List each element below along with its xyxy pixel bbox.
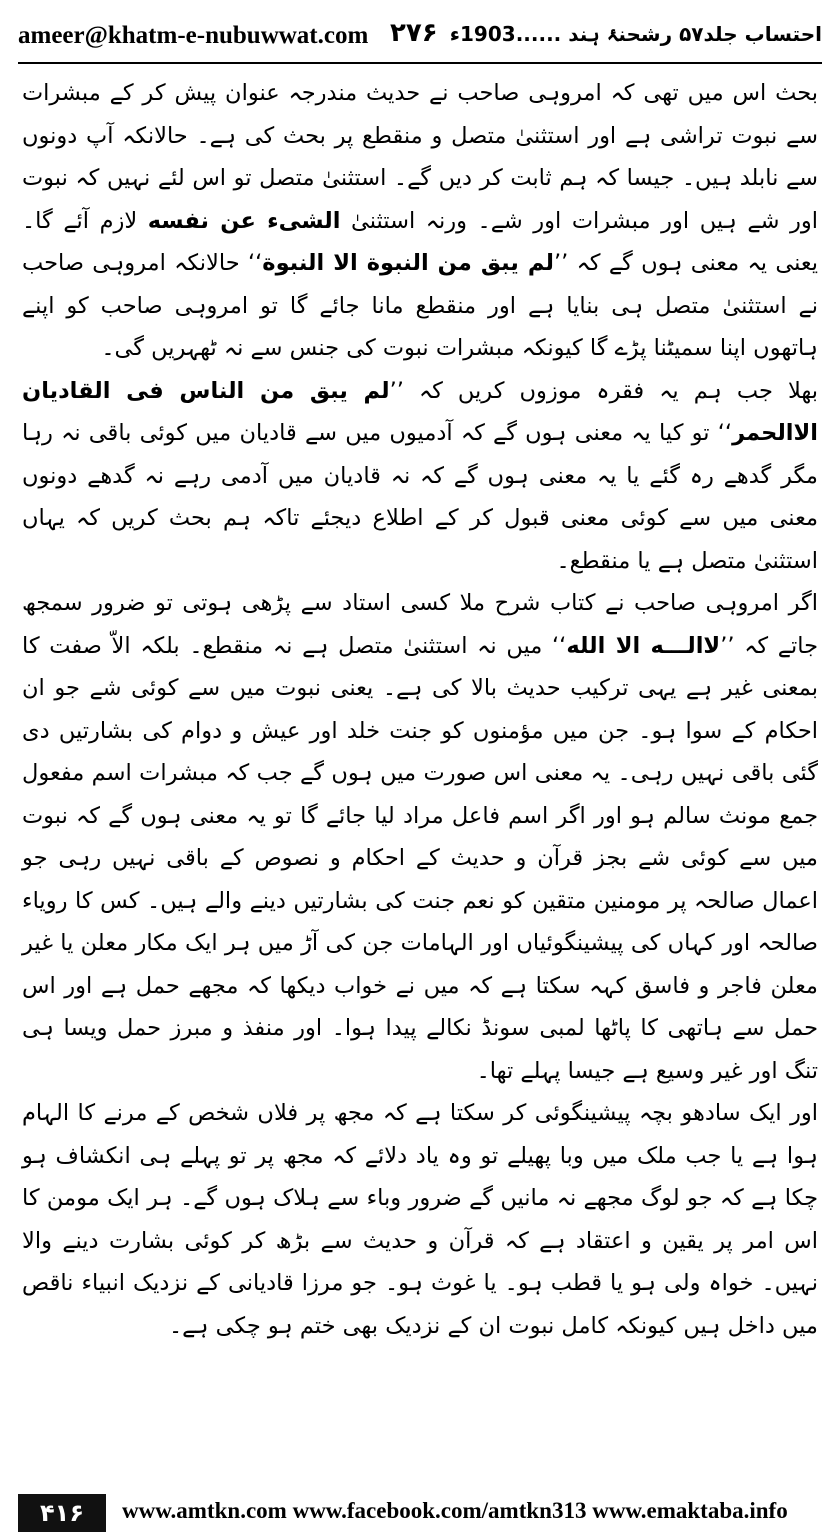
paragraph-text: لازم آئے گا۔ یعنی یہ معنی ہوں گے کہ ’’ (22, 207, 818, 276)
body-text (22, 72, 818, 1452)
paragraph (22, 370, 818, 583)
paragraph-text: اور ایک سادھو بچہ پیشینگوئی کر سکتا ہے کہ مجھ پر فلاں شخص کے مرنے کا الہام ہوا ہے یا جب ملک میں وبا پھیلے تو وہ یاد دلائے کہ مجھ پر تو پہلے ہی انکشاف ہو چکا ہے کہ جو لوگ مجھے نہ مانیں گے ضرور وباء سے ہلاک ہوں گے۔ ہر ایک مومن کا اس امر پر یقین و اعتقاد ہے کہ قرآن و حدیث سے بڑھ کر کوئی بشارت دینے والا نہیں۔ خواہ ولی ہو یا قطب ہو۔ یا غوث ہو۔ جو مرزا قادیانی کے نزدیک انبیاء ناقص میں داخل ہیں کیونکہ کامل نبوت ان کے نزدیک بھی ختم ہو چکی ہے۔ (22, 1100, 818, 1339)
paragraph (22, 582, 818, 1092)
page-header (18, 18, 822, 58)
paragraph-text: ‘‘ میں نہ استثنیٰ متصل ہے نہ منقطع۔ بلکہ الاّ صفت کا بمعنی غیر ہے یہی ترکیب حدیث بالا کی ہے۔ یعنی نبوت میں سے کوئی شے جو ان احکام کے سوا ہو۔ جن میں مؤمنوں کو جنت خلد اور عیش و دوام کی بشارتیں دی گئی باقی نہیں رہی۔ یہ معنی اس صورت میں ہوں گے جب کہ مبشرات اسم مفعول جمع مونث سالم ہو اور اگر اسم فاعل مراد لیا جائے گا تو یہ معنی ہوں گے کہ نبوت میں سے کوئی شے بجز قرآن و حدیث کے احکام و نصوص کے باقی نہیں رہی جو اعمال صالحہ پر مومنین متقین کو نعم جنت کی بشارتیں دینے والے ہیں۔ کس کا رویاء صالحہ اور کہاں کی پیشینگوئیاں اور الہامات جن کی آڑ میں ہر ایک مکار معلن یا غیر معلن فاجر و فاسق کہہ سکتا ہے کہ میں نے خواب دیکھا کہ مجھے حمل ہے اور اس حمل سے ہاتھی کا پاٹھا لمبی سونڈ نکالے پیدا ہوا۔ اور منفذ و مبرز حمل ویسا ہی تنگ اور غیر وسیع ہے جیسا پہلے تھا۔ (22, 632, 818, 1084)
paragraph-text: بحث اس میں تھی کہ امروہی صاحب نے حدیث مندرجہ عنوان پیش کر کے مبشرات سے نبوت تراشی ہے اور استثنیٰ متصل و منقطع پر بحث کی ہے۔ حالانکہ آپ دونوں سے نابلد ہیں۔ جیسا کہ ہم ثابت کر دیں گے۔ استثنیٰ متصل تو اس لئے نہیں کہ نبوت اور شے ہیں اور مبشرات اور شے۔ ورنہ استثنیٰ (22, 80, 818, 234)
arabic-quote: لم یبق من الناس فی القادیان الاالحمر (22, 377, 818, 446)
arabic-quote: لاالـــه الا الله (566, 632, 721, 659)
footer-urls: www.amtkn.com www.facebook.com/amtkn313 www.emaktaba.info (122, 1498, 788, 1523)
header-rule (18, 62, 822, 64)
paragraph-text: بھلا جب ہم یہ فقرہ موزوں کریں کہ ’’ (389, 377, 819, 404)
paragraph-text: ‘‘ حالانکہ امروہی صاحب نے استثنیٰ متصل ہی بنایا ہے اور منقطع مانا جائے گا تو امروہی صاحب کو اپنے ہاتھوں اپنا سمیٹنا پڑے گا کیونکہ مبشرات نبوت کی جنس سے نہ ٹھہریں گی۔ (22, 250, 818, 361)
page-footer (18, 1494, 822, 1534)
paragraph-text: اگر امروہی صاحب نے کتاب شرح ملا کسی استاد سے پڑھی ہوتی تو ضرور سمجھ جاتے کہ ’’ (22, 590, 819, 659)
header-page-number: ۲۷۶ (390, 18, 438, 48)
arabic-quote: الشیء عن نفسه (147, 207, 341, 234)
header-email: ameer@khatm-e-nubuwwat.com (18, 22, 369, 49)
footer-page-number: ۴۱۶ (18, 1494, 106, 1532)
arabic-quote: لم یبق من النبوة الا النبوة (262, 250, 554, 276)
paragraph (22, 1092, 818, 1347)
paragraph-text: ‘‘ تو کیا یہ معنی ہوں گے کہ آدمیوں میں سے قادیان میں کوئی باقی نہ رہا مگر گدھے رہ گئے یا یہ معنی ہوں گے کہ نہ قادیان میں آدمی رہے نہ گدھے دونوں معنی میں سے کوئی معنی قبول کر کے اطلاع دیجئے تاکہ ہم بحث کریں کہ یہاں استثنیٰ متصل ہے یا منقطع۔ (22, 420, 818, 574)
header-title: احتساب جلد۵۷ رشحنۂ ہند ......1903ء (449, 22, 822, 46)
paragraph (22, 72, 818, 370)
